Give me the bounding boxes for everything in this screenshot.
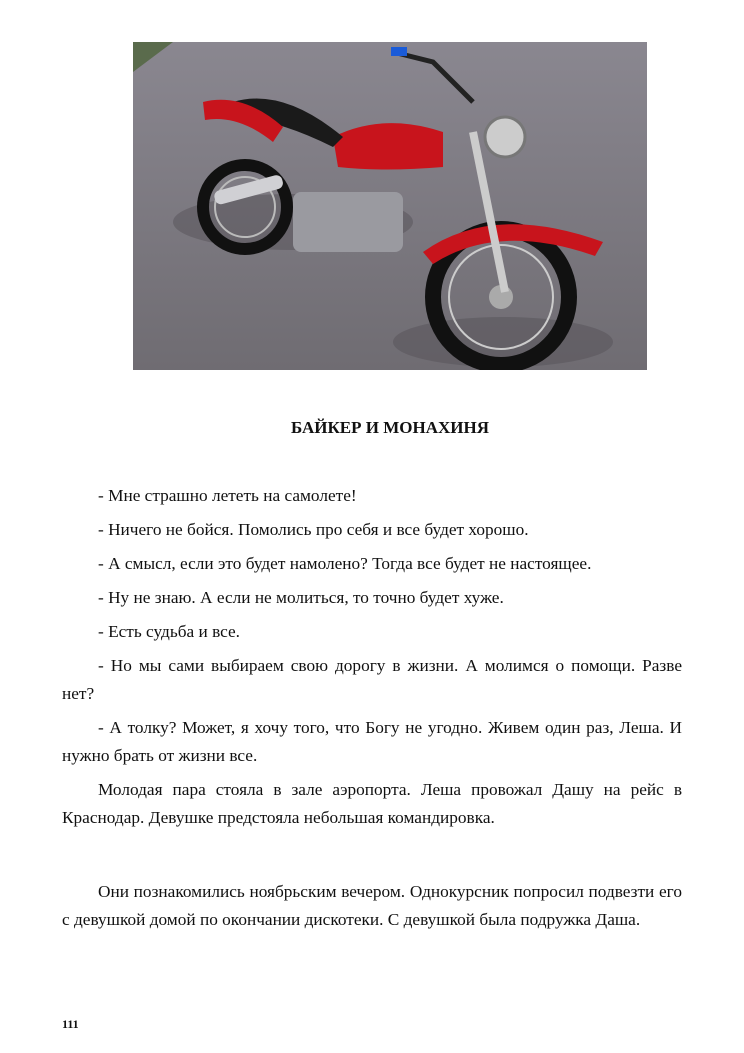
paragraph: - Есть судьба и все. — [98, 622, 241, 641]
motorcycle-photo — [133, 42, 647, 370]
blank-line — [62, 838, 682, 878]
paragraph: - А смысл, если это будет намолено? Тогда все будет не настоящее. — [98, 554, 592, 573]
paragraph: - Мне страшно лететь на самолете! — [98, 486, 357, 505]
paragraph: - Ну не знаю. А если не молиться, то точно будет хуже. — [98, 588, 504, 607]
paragraph: - Ничего не бойся. Помолись про себя и все будет хорошо. — [98, 520, 529, 539]
story-title: БАЙКЕР И МОНАХИНЯ — [290, 418, 490, 437]
page-number: 111 — [62, 1017, 79, 1031]
paragraph: Молодая пара стояла в зале аэропорта. Леша провожал Дашу на рейс в Краснодар. Девушке предстояла небольшая командировка. — [62, 780, 682, 827]
paragraph: - А толку? Может, я хочу того, что Богу не угодно. Живем один раз, Леша. И нужно брать от жизни все. — [62, 718, 682, 765]
paragraph: - Но мы сами выбираем свою дорогу в жизни. А молимся о помощи. Разве нет? — [62, 656, 682, 703]
paragraph: Они познакомились ноябрьским вечером. Однокурсник попросил подвезти его с девушкой домой по окончании дискотеки. С девушкой была подружка Даша. — [62, 882, 682, 929]
story-body — [62, 482, 682, 940]
